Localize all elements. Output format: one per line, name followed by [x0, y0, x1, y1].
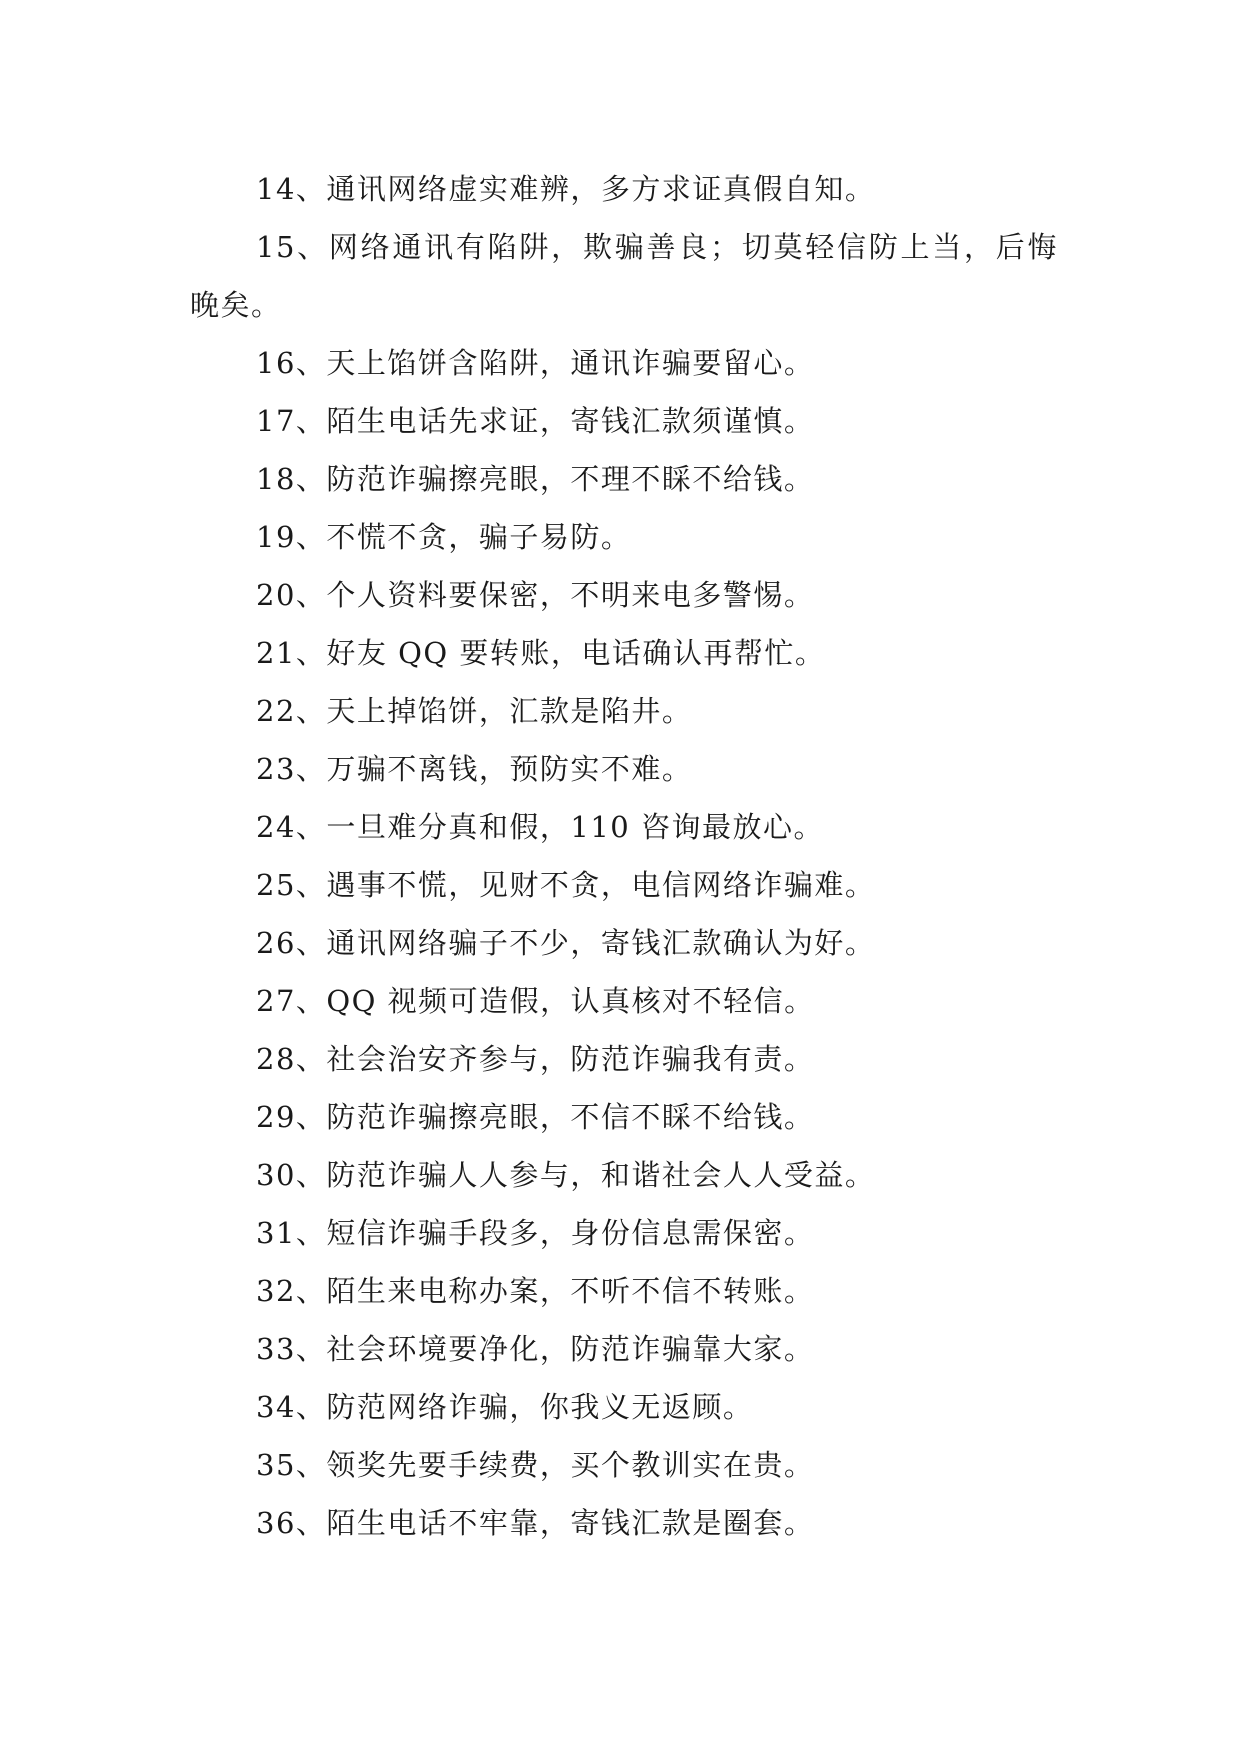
slogan-line-35: 35、领奖先要手续费，买个教训实在贵。: [256, 1448, 815, 1482]
slogan-line-30: 30、防范诈骗人人参与，和谐社会人人受益。: [256, 1158, 876, 1192]
slogan-line-28: 28、社会治安齐参与，防范诈骗我有责。: [256, 1042, 815, 1076]
slogan-line-20: 20、个人资料要保密，不明来电多警惕。: [256, 578, 815, 612]
slogan-line-16: 16、天上馅饼含陷阱，通讯诈骗要留心。: [256, 346, 815, 380]
slogan-line-29: 29、防范诈骗擦亮眼，不信不睬不给钱。: [256, 1100, 815, 1134]
slogan-line-18: 18、防范诈骗擦亮眼，不理不睬不给钱。: [256, 462, 815, 496]
slogan-line-33: 33、社会环境要净化，防范诈骗靠大家。: [256, 1332, 815, 1366]
slogan-line-32: 32、陌生来电称办案，不听不信不转账。: [256, 1274, 815, 1308]
slogan-line-21: 21、好友 QQ 要转账，电话确认再帮忙。: [256, 636, 826, 670]
slogan-line-31: 31、短信诈骗手段多，身份信息需保密。: [256, 1216, 815, 1250]
slogan-line-34: 34、防范网络诈骗，你我义无返顾。: [256, 1390, 754, 1424]
slogan-line-27: 27、QQ 视频可造假，认真核对不轻信。: [256, 984, 815, 1018]
slogan-line-15: 15、网络通讯有陷阱，欺骗善良；切莫轻信防上当，后悔晚矣。: [190, 230, 1058, 322]
slogan-line-19: 19、不慌不贪，骗子易防。: [256, 520, 632, 554]
slogan-line-14: 14、通讯网络虚实难辨，多方求证真假自知。: [256, 172, 876, 206]
slogan-line-22: 22、天上掉馅饼，汇款是陷井。: [256, 694, 693, 728]
slogan-line-25: 25、遇事不慌，见财不贪，电信网络诈骗难。: [256, 868, 876, 902]
slogan-line-17: 17、陌生电话先求证，寄钱汇款须谨慎。: [256, 404, 815, 438]
slogan-line-23: 23、万骗不离钱，预防实不难。: [256, 752, 693, 786]
slogan-line-36: 36、陌生电话不牢靠，寄钱汇款是圈套。: [256, 1506, 815, 1540]
document-body: [190, 160, 1058, 1552]
slogan-line-26: 26、通讯网络骗子不少，寄钱汇款确认为好。: [256, 926, 876, 960]
slogan-line-24: 24、一旦难分真和假，110 咨询最放心。: [256, 810, 824, 844]
